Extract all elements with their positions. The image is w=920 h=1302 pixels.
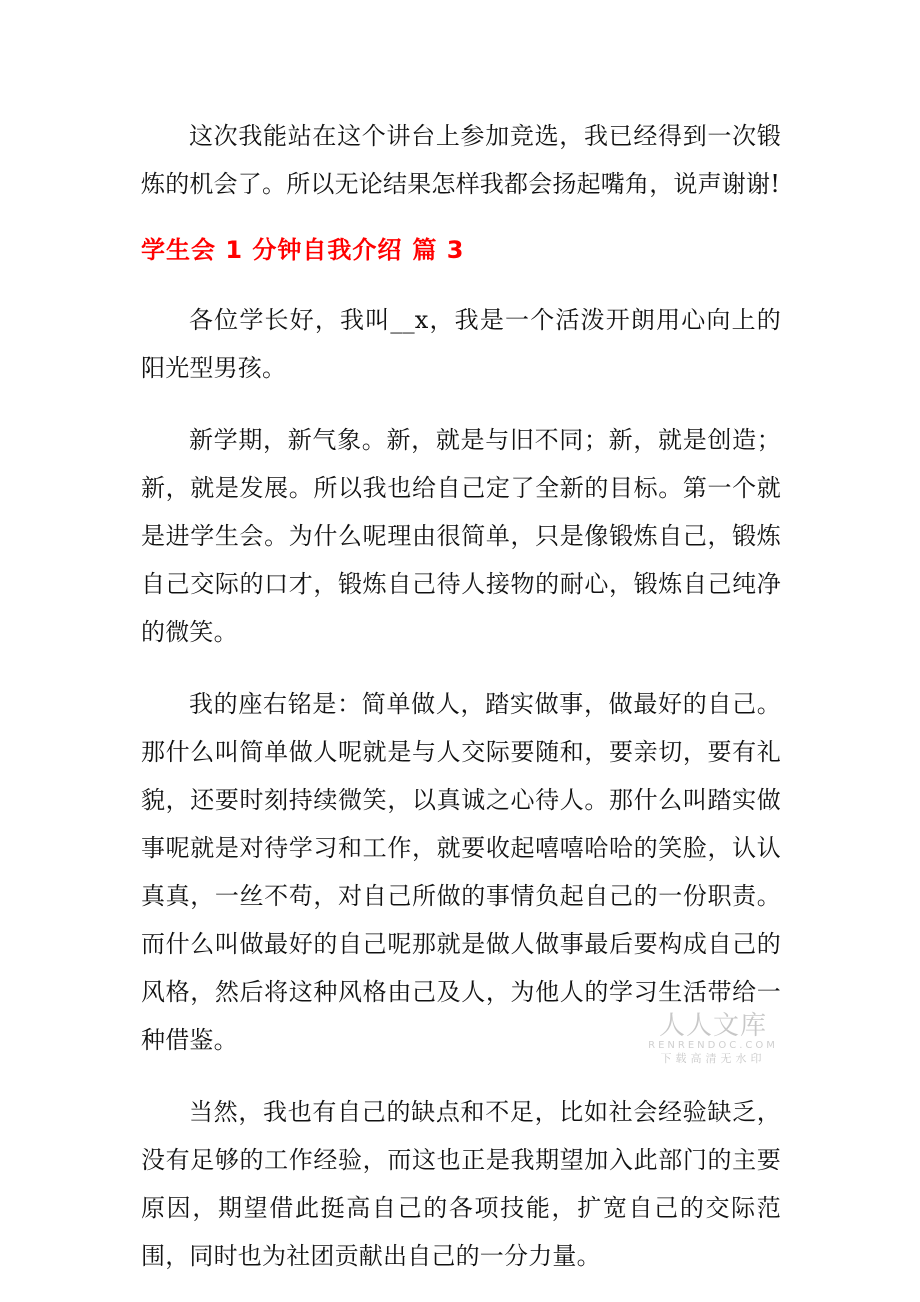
heading-part: 篇 3 xyxy=(412,236,465,264)
watermark-site-text: RENRENDOC.COM xyxy=(648,1040,778,1051)
watermark-main-text: 人人文库 xyxy=(658,1011,767,1041)
watermark-tag-text: 下载高清无水印 xyxy=(660,1052,766,1065)
paragraph-1: 各位学长好，我叫__x，我是一个活泼开朗用心向上的阳光型男孩。 xyxy=(141,306,781,382)
document-page xyxy=(141,112,781,1280)
section-heading xyxy=(141,230,781,270)
heading-title: 学生会 1 分钟自我介绍 xyxy=(141,236,403,264)
paragraph-3: 我的座右铭是：简单做人，踏实做事，做最好的自己。那什么叫简单做人呢就是与人交际要随和，要亲切，要有礼貌，还要时刻持续微笑，以真诚之心待人。那什么叫踏实做事呢就是对待学习和工作，就要收起嘻嘻哈哈的笑脸，认认真真，一丝不苟，对自己所做的事情负起自己的一份职责。而什么叫做最好的自己呢那就是做人做事最后要构成自己的风格，然后将这种风格由己及人，为他人的学习生活带给一种借鉴。 xyxy=(141,690,781,1054)
intro-paragraph: 这次我能站在这个讲台上参加竞选，我已经得到一次锻炼的机会了。所以无论结果怎样我都会扬起嘴角，说声谢谢! xyxy=(141,122,781,198)
paragraph-4: 当然，我也有自己的缺点和不足，比如社会经验缺乏，没有足够的工作经验，而这也正是我期望加入此部门的主要原因，期望借此挺高自己的各项技能，扩宽自己的交际范围，同时也为社团贡献出自己的一分力量。 xyxy=(141,1098,781,1270)
paragraph-2: 新学期，新气象。新，就是与旧不同；新，就是创造；新，就是发展。所以我也给自己定了全新的目标。第一个就是进学生会。为什么呢理由很简单，只是像锻炼自己，锻炼自己交际的口才，锻炼自己待人接物的耐心，锻炼自己纯净的微笑。 xyxy=(141,426,781,646)
